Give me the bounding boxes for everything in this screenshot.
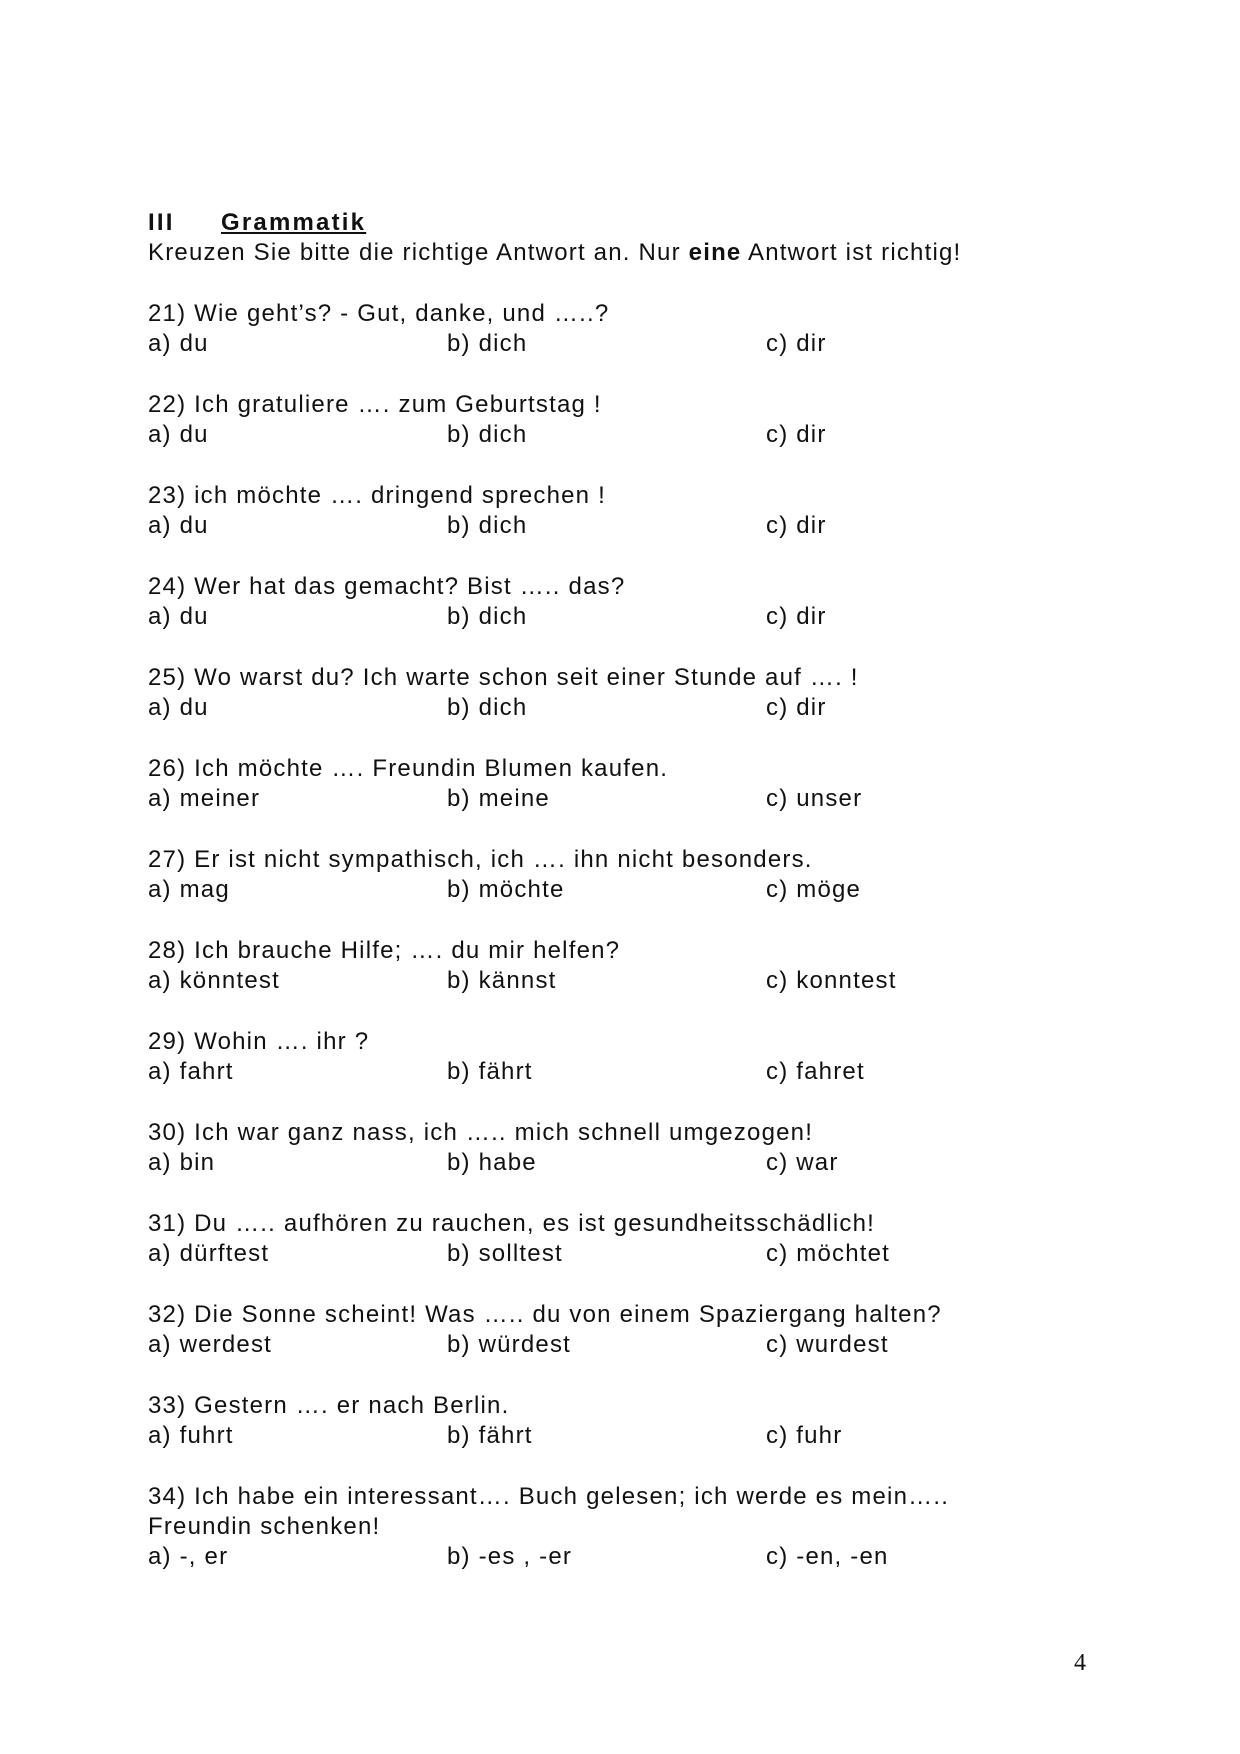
answer-options — [148, 1057, 1088, 1087]
answer-option-a: a) meiner — [148, 785, 261, 812]
answer-option-a: a) du — [148, 694, 209, 721]
question-text: 21) Wie geht’s? - Gut, danke, und …..? — [148, 300, 610, 327]
instruction-part: Kreuzen Sie bitte die richtige Antwort an. Nur — [148, 239, 689, 266]
answer-option-a: a) du — [148, 603, 209, 630]
answer-option-b: b) meine — [447, 785, 550, 812]
section-heading — [148, 208, 1088, 238]
question-text: 28) Ich brauche Hilfe; …. du mir helfen? — [148, 937, 621, 964]
answer-options — [148, 966, 1088, 996]
answer-option-a: a) könntest — [148, 967, 280, 994]
question-text: 29) Wohin …. ihr ? — [148, 1028, 370, 1055]
question-28 — [148, 936, 1088, 996]
question-text: 34) Ich habe ein interessant…. Buch gelesen; ich werde es mein….. — [148, 1483, 950, 1510]
question-text: 22) Ich gratuliere …. zum Geburtstag ! — [148, 391, 602, 418]
answer-option-a: a) mag — [148, 876, 230, 903]
answer-option-a: a) werdest — [148, 1331, 273, 1358]
answer-options — [148, 784, 1088, 814]
question-30 — [148, 1118, 1088, 1178]
answer-options — [148, 1330, 1088, 1360]
question-text: 27) Er ist nicht sympathisch, ich …. ihn nicht besonders. — [148, 846, 813, 873]
answer-option-b: b) dich — [447, 603, 528, 630]
answer-option-c: c) unser — [766, 785, 863, 812]
answer-option-c: c) wurdest — [766, 1331, 889, 1358]
question-33 — [148, 1391, 1088, 1451]
answer-option-c: c) konntest — [766, 967, 897, 994]
exercise-section — [148, 208, 1088, 1572]
question-text: 25) Wo warst du? Ich warte schon seit einer Stunde auf …. ! — [148, 664, 859, 691]
question-34 — [148, 1482, 1088, 1572]
answer-option-b: b) kännst — [447, 967, 557, 994]
question-text: 23) ich möchte …. dringend sprechen ! — [148, 482, 606, 509]
page-number: 4 — [1074, 1650, 1086, 1676]
answer-options — [148, 693, 1088, 723]
question-text: 32) Die Sonne scheint! Was ….. du von einem Spaziergang halten? — [148, 1301, 942, 1328]
answer-option-a: a) fahrt — [148, 1058, 234, 1085]
answer-option-b: b) möchte — [447, 876, 565, 903]
answer-option-a: a) -, er — [148, 1543, 229, 1570]
answer-option-b: b) fährt — [447, 1422, 533, 1449]
answer-option-b: b) fährt — [447, 1058, 533, 1085]
question-text: 30) Ich war ganz nass, ich ….. mich schnell umgezogen! — [148, 1119, 814, 1146]
question-32 — [148, 1300, 1088, 1360]
answer-option-c: c) dir — [766, 421, 827, 448]
answer-option-c: c) dir — [766, 603, 827, 630]
section-title: Grammatik — [221, 209, 367, 236]
answer-option-c: c) fuhr — [766, 1422, 843, 1449]
answer-option-c: c) -en, -en — [766, 1543, 889, 1570]
answer-option-c: c) möge — [766, 876, 862, 903]
answer-option-c: c) dir — [766, 694, 827, 721]
answer-options — [148, 329, 1088, 359]
question-27 — [148, 845, 1088, 905]
question-text-continued: Freundin schenken! — [148, 1513, 381, 1540]
answer-option-b: b) dich — [447, 330, 528, 357]
answer-option-a: a) fuhrt — [148, 1422, 234, 1449]
answer-option-a: a) bin — [148, 1149, 216, 1176]
question-26 — [148, 754, 1088, 814]
question-21 — [148, 299, 1088, 359]
answer-option-c: c) war — [766, 1149, 839, 1176]
question-text: 24) Wer hat das gemacht? Bist ….. das? — [148, 573, 626, 600]
answer-option-c: c) dir — [766, 330, 827, 357]
answer-options — [148, 1148, 1088, 1178]
question-text: 33) Gestern …. er nach Berlin. — [148, 1392, 510, 1419]
answer-options — [148, 602, 1088, 632]
answer-options — [148, 1542, 1088, 1572]
answer-option-c: c) möchtet — [766, 1240, 891, 1267]
answer-option-b: b) habe — [447, 1149, 537, 1176]
answer-options — [148, 875, 1088, 905]
answer-option-c: c) dir — [766, 512, 827, 539]
answer-option-b: b) dich — [447, 421, 528, 448]
instruction-part: Antwort ist richtig! — [741, 239, 962, 266]
instruction-emphasis: eine — [688, 239, 742, 266]
instruction-text — [148, 238, 1088, 268]
answer-option-b: b) -es , -er — [447, 1543, 573, 1570]
answer-option-a: a) dürftest — [148, 1240, 270, 1267]
answer-option-b: b) solltest — [447, 1240, 563, 1267]
answer-option-c: c) fahret — [766, 1058, 865, 1085]
question-text: 31) Du ….. aufhören zu rauchen, es ist gesundheitsschädlich! — [148, 1210, 876, 1237]
question-25 — [148, 663, 1088, 723]
question-24 — [148, 572, 1088, 632]
answer-option-b: b) würdest — [447, 1331, 572, 1358]
answer-option-a: a) du — [148, 330, 209, 357]
answer-option-b: b) dich — [447, 512, 528, 539]
answer-options — [148, 1239, 1088, 1269]
question-22 — [148, 390, 1088, 450]
question-text: 26) Ich möchte …. Freundin Blumen kaufen. — [148, 755, 669, 782]
question-23 — [148, 481, 1088, 541]
section-number: III — [148, 209, 175, 236]
question-31 — [148, 1209, 1088, 1269]
answer-option-b: b) dich — [447, 694, 528, 721]
answer-options — [148, 511, 1088, 541]
question-29 — [148, 1027, 1088, 1087]
answer-option-a: a) du — [148, 512, 209, 539]
answer-options — [148, 420, 1088, 450]
answer-option-a: a) du — [148, 421, 209, 448]
answer-options — [148, 1421, 1088, 1451]
